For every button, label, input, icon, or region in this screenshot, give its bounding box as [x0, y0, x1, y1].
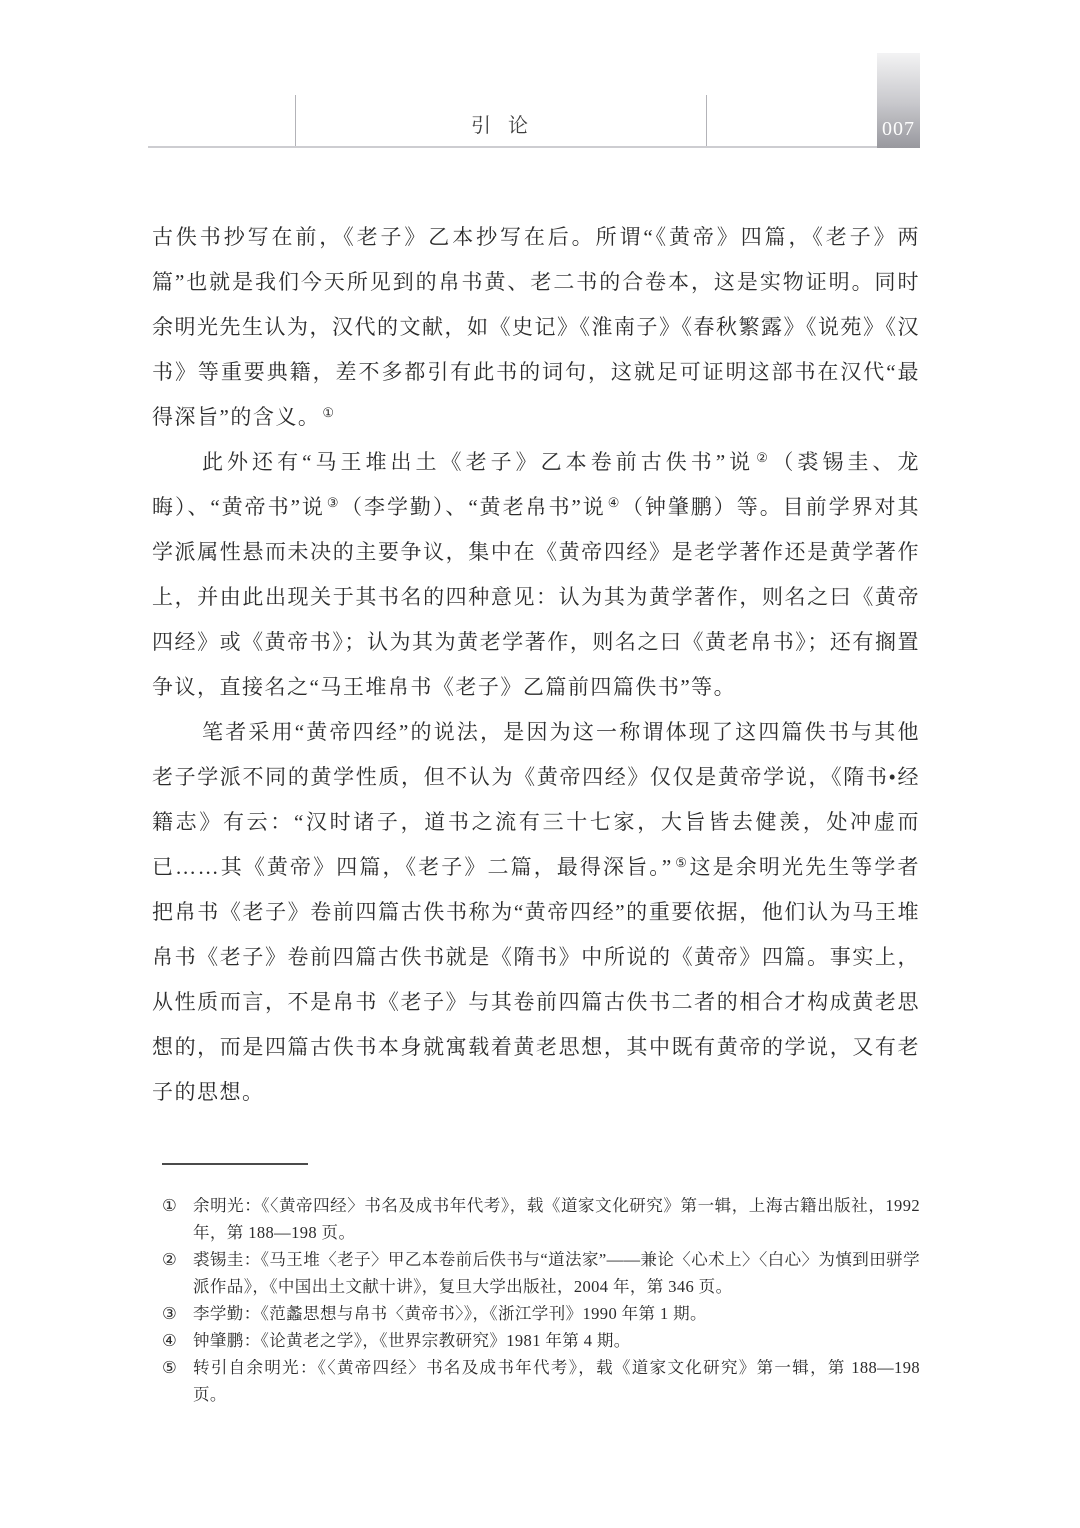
paragraph: 古佚书抄写在前，《老子》乙本抄写在后。所谓“《黄帝》四篇，《老子》两篇”也就是我们今天所见到的帛书黄、老二书的合卷本，这是实物证明。同时余明光先生认为，汉代的文献，如《史记》《淮南子》《春秋繁露》《说苑》《汉书》等重要典籍，差不多都引有此书的词句，这就足可证明这部书在汉代“最得深旨”的含义。 ①: [152, 225, 920, 429]
footnote-ref: ②: [756, 450, 771, 465]
footnote-marker: ③: [162, 1304, 178, 1323]
footnote-marker: ①: [162, 1196, 178, 1215]
footnote-ref: ⑤: [674, 855, 688, 870]
footnotes-separator: [162, 1163, 308, 1165]
footnote-text: 裘锡圭：《马王堆〈老子〉甲乙本卷前后佚书与“道法家”——兼论〈心术上〉〈白心〉为慎到田骈学派作品》，《中国出土文献十讲》，复旦大学出版社，2004 年，第 346 页。: [193, 1250, 920, 1296]
footnote-ref: ④: [607, 495, 620, 510]
footnote-text: 余明光：《〈黄帝四经〉书名及成书年代考》，载《道家文化研究》第一辑，上海古籍出版社，1992 年，第 188—198 页。: [193, 1196, 920, 1242]
footnote-item: [162, 1354, 920, 1408]
page-number-badge: [877, 53, 920, 148]
footnote-marker: ④: [162, 1331, 178, 1350]
footnote-item: [162, 1192, 920, 1246]
header-tick-right: [706, 95, 707, 147]
paragraph: 此外还有“马王堆出土《老子》乙本卷前古佚书”说 ②（裘锡圭、龙晦）、“黄帝书”说 ③（李学勤）、“黄老帛书”说 ④（钟肇鹏）等。目前学界对其学派属性悬而未决的主要争议，集中在《黄帝四经》是老学著作还是黄学著作上，并由此出现关于其书名的四种意见：认为其为黄学著作，则名之曰《黄帝四经》或《黄帝书》；认为其为黄老学著作，则名之曰《黄老帛书》；还有搁置争议，直接名之“马王堆帛书《老子》乙篇前四篇佚书”等。: [152, 450, 921, 699]
footnote-ref: ③: [326, 495, 339, 510]
footnotes-list: [162, 1192, 920, 1408]
body-text: [152, 215, 920, 1115]
page-number: 007: [882, 118, 915, 140]
footnote-text: 转引自余明光：《〈黄帝四经〉书名及成书年代考》，载《道家文化研究》第一辑，第 188—198 页。: [193, 1358, 920, 1404]
paragraph: 笔者采用“黄帝四经”的说法，是因为这一称谓体现了这四篇佚书与其他老子学派不同的黄学性质，但不认为《黄帝四经》仅仅是黄帝学说，《隋书•经籍志》有云：“汉时诸子，道书之流有三十七家，大旨皆去健羡，处冲虚而已……其《黄帝》四篇，《老子》二篇，最得深旨。” ⑤这是余明光先生等学者把帛书《老子》卷前四篇古佚书称为“黄帝四经”的重要依据，他们认为马王堆帛书《老子》卷前四篇古佚书就是《隋书》中所说的《黄帝》四篇。事实上，从性质而言，不是帛书《老子》与其卷前四篇古佚书二者的相合才构成黄老思想的，而是四篇古佚书本身就寓载着黄老思想，其中既有黄帝的学说，又有老子的思想。: [152, 720, 921, 1104]
footnote-ref: ①: [322, 405, 334, 420]
footnote-item: [162, 1327, 920, 1354]
section-title: 引 论: [471, 115, 530, 137]
footnote-marker: ②: [162, 1250, 178, 1269]
footnote-item: [162, 1300, 920, 1327]
footnote-item: [162, 1246, 920, 1300]
footnote-text: 钟肇鹏：《论黄老之学》，《世界宗教研究》1981 年第 4 期。: [193, 1331, 631, 1350]
footnote-text: 李学勤：《范蠡思想与帛书〈黄帝书〉》，《浙江学刊》1990 年第 1 期。: [193, 1304, 707, 1323]
header-rule: [148, 146, 920, 148]
footnote-marker: ⑤: [162, 1358, 178, 1377]
